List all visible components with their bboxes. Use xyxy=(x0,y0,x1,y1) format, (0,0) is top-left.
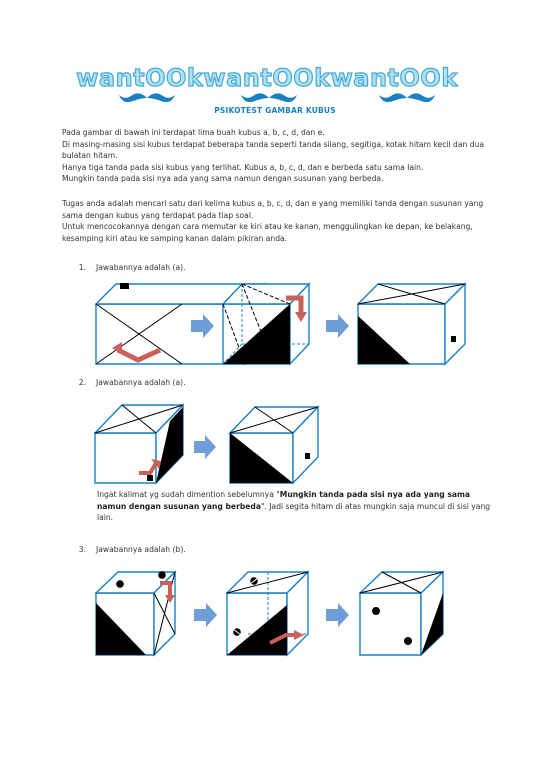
figure-3 xyxy=(90,563,470,663)
task-paragraph xyxy=(62,198,492,244)
mustache-icon xyxy=(119,93,175,102)
answer-item-1: 1. Jawabannya adalah (a). xyxy=(78,263,186,272)
dot-mark xyxy=(116,580,124,588)
page-title: PSIKOTEST GAMBAR KUBUS xyxy=(214,106,336,115)
answer-item-3: 3. Jawabannya adalah (b). xyxy=(78,545,186,554)
dot-mark xyxy=(404,637,412,645)
right-arrow-icon xyxy=(326,603,349,627)
right-arrow-icon xyxy=(194,435,216,459)
intro-line: Hanya tiga tanda pada sisi kubus yang terlihat. Kubus a, b, c, d, dan e berbeda satu sama lain. xyxy=(62,162,424,172)
intro-paragraph xyxy=(62,127,492,185)
intro-line: Pada gambar di bawah ini terdapat lima buah kubus a, b, c, d, dan e. xyxy=(62,128,325,137)
mustache-icon xyxy=(379,93,435,102)
small-square-mark xyxy=(305,453,310,459)
dot-mark xyxy=(158,571,166,579)
intro-line: Mungkin tanda pada sisi nya ada yang sama namun dengan susunan yang berbeda. xyxy=(62,174,384,184)
figure-1 xyxy=(90,278,470,373)
answer-note: Ingat kalimat yg sudah dimention sebelumnya "Mungkin tanda pada sisi nya ada yang sama namun dengan susunan yang berbeda". Jadi segita hitam di atas mungkin saja muncul di sisi yang lain. xyxy=(97,490,491,523)
logo-text: wantOOkwantOOkwantOOk xyxy=(76,64,458,92)
small-square-mark xyxy=(451,336,456,342)
mustache-icons xyxy=(119,93,435,102)
intro-line: Di masing-masing sisi kubus terdapat beberapa tanda seperti tanda silang, segitiga, kotak hitam kecil dan dua bulatan hitam. xyxy=(62,139,484,161)
dot-mark xyxy=(372,607,380,615)
figure-2 xyxy=(90,393,330,487)
right-arrow-icon xyxy=(326,314,349,338)
mustache-icon xyxy=(241,93,297,102)
task-line: Untuk mencocokannya dengan cara memutar ke kiri atau ke kanan, menggulingkan ke depan, ke belakang, kesamping kiri atau ke samping kanan dalam pikiran anda. xyxy=(62,222,473,243)
task-line: Tugas anda adalah mencari satu dari kelima kubus a, b, c, d, dan e yang memiliki tanda dengan susunan yang sama dengan kubus yang terdapat pada tiap soal. xyxy=(62,199,484,220)
small-square-mark xyxy=(120,283,129,289)
right-arrow-icon xyxy=(194,603,217,627)
answer-item-2: 2. Jawabannya adalah (a). xyxy=(78,378,186,387)
small-square-mark xyxy=(147,475,153,481)
wantook-logo xyxy=(62,62,472,108)
